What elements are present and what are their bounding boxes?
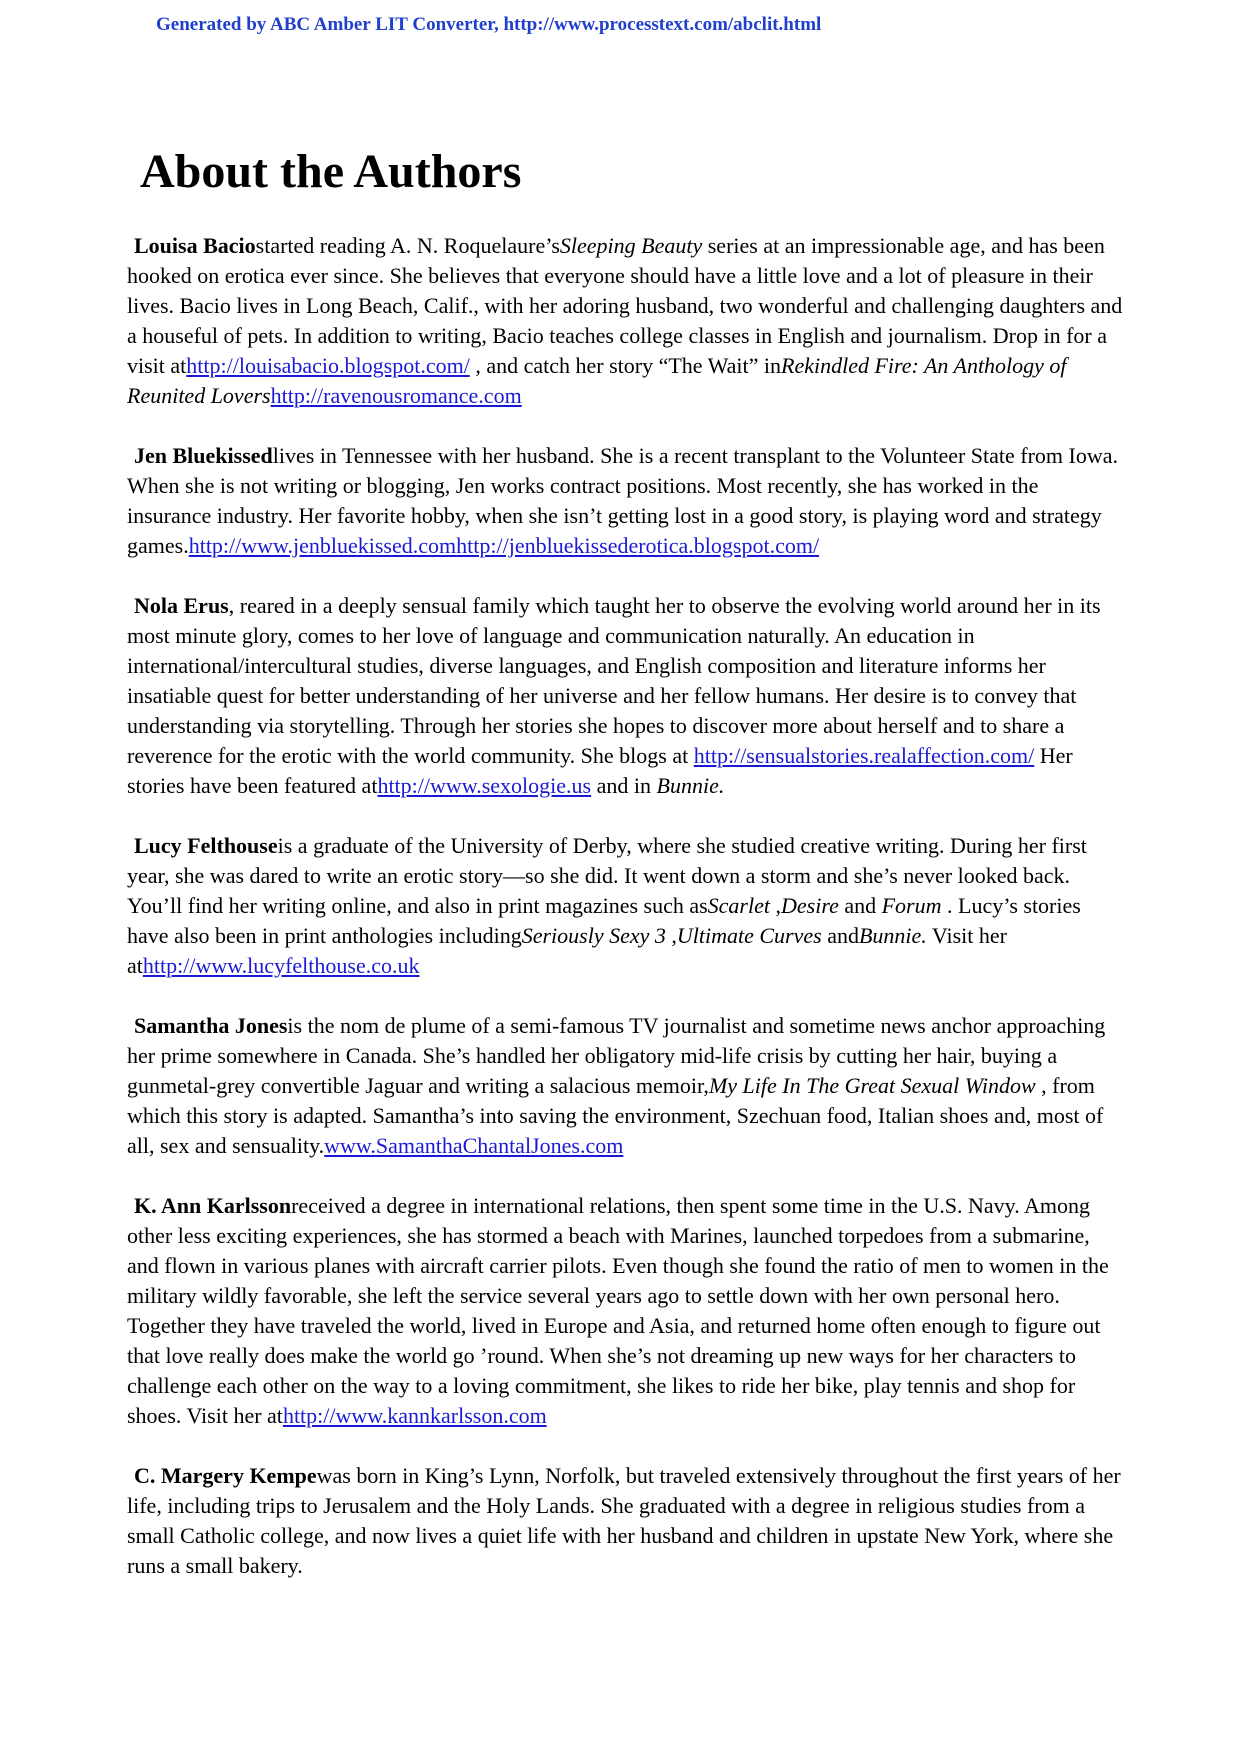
generator-banner: Generated by ABC Amber LIT Converter, http://www.processtext.com/abclit.html [156, 14, 822, 35]
author-blog-link[interactable]: http://sensualstories.realaffection.com/ [693, 743, 1035, 768]
bio-c-margery-kempe [127, 1461, 1127, 1581]
bio-samantha-jones [127, 1011, 1127, 1161]
page-title: About the Authors [140, 145, 522, 198]
bio-text: series at an impressionable age, and has been hooked on erotica ever since. She believes that everyone should have a little love and a lot of pleasure in their lives. Bacio lives in Long Beach, Calif., with her adoring husband, two wonderful and challenging daughters and a houseful of pets. In addition to writing, Bacio teaches college classes in English and journalism. Drop in for a visit at [127, 233, 1123, 378]
bio-louisa-bacio [127, 231, 1127, 411]
book-title: Seriously Sexy 3 [521, 923, 666, 948]
bio-text: and [838, 893, 882, 918]
bio-nola-erus [127, 591, 1127, 801]
author-name: Nola Erus [134, 593, 229, 618]
bio-lucy-felthouse [127, 831, 1127, 981]
author-name: Lucy Felthouse [134, 833, 278, 858]
bio-text: lives in Tennessee with her husband. She is a recent transplant to the Volunteer State from Iowa. When she is not writing or blogging, Jen works contract positions. Most recently, she has worked in the insurance industry. Her favorite hobby, when she isn’t getting lost in a good story, is playing word and strategy games. [127, 443, 1119, 558]
book-title: Rekindled Fire: An Anthology of Reunited Lovers [127, 353, 1067, 408]
author-name: C. Margery Kempe [134, 1463, 317, 1488]
author-name: Jen Bluekissed [134, 443, 273, 468]
bio-text: Visit her at [127, 923, 1007, 978]
bio-jen-bluekissed [127, 441, 1127, 561]
bio-text: Her stories have been featured at [127, 743, 1073, 798]
author-link[interactable]: http://www.jenbluekissed.com [188, 533, 457, 558]
bio-text: was born in King’s Lynn, Norfolk, but traveled extensively throughout the first years of her life, including trips to Jerusalem and the Holy Lands. She graduated with a degree in religious studies from a small Catholic college, and now lives a quiet life with her husband and children in upstate New York, where she runs a small bakery. [127, 1463, 1121, 1578]
magazine-title: Forum [881, 893, 942, 918]
book-title: My Life In The Great Sexual Window [708, 1073, 1036, 1098]
book-title: Bunnie. [858, 923, 927, 948]
author-link[interactable]: http://www.kannkarlsson.com [282, 1403, 547, 1428]
bio-text: is a graduate of the University of Derby, where she studied creative writing. During her first year, she was dared to write an erotic story—so she did. It went down a storm and she’s never looked back. You’ll find her writing online, and also in print magazines such as [127, 833, 1087, 918]
bio-text: is the nom de plume of a semi-famous TV journalist and sometime news anchor approaching her prime somewhere in Canada. She’s handled her obligatory mid-life crisis by cutting her hair, buying a gunmetal-grey convertible Jaguar and writing a salacious memoir, [127, 1013, 1106, 1098]
bio-text: started reading A. N. Roquelaure’s [255, 233, 560, 258]
bio-text: and in [591, 773, 657, 798]
publisher-link[interactable]: http://ravenousromance.com [270, 383, 522, 408]
bio-k-ann-karlsson [127, 1191, 1127, 1431]
bio-text: , [665, 923, 677, 948]
magazine-title: Scarlet [707, 893, 770, 918]
author-link[interactable]: http://louisabacio.blogspot.com/ [186, 353, 470, 378]
bio-text: , [770, 893, 781, 918]
book-title: Bunnie. [656, 773, 725, 798]
bio-text: received a degree in international relations, then spent some time in the U.S. Navy. Among other less exciting experiences, she has stormed a beach with Marines, launched torpedoes from a submarine, and flown in various planes with aircraft carrier pilots. Even though she found the ratio of men to women in the military wildly favorable, she left the service several years ago to settle down with her own personal hero. Together they have traveled the world, lived in Europe and Asia, and returned home often enough to figure out that love really does make the world go ’round. When she’s not dreaming up new ways for her characters to challenge each other on the way to a loving commitment, she likes to ride her bike, play tennis and shop for shoes. Visit her at [127, 1193, 1109, 1428]
featured-link[interactable]: http://www.sexologie.us [377, 773, 592, 798]
bio-text: and [821, 923, 859, 948]
bio-text: , and catch her story “The Wait” in [469, 353, 782, 378]
bio-text: , reared in a deeply sensual family which taught her to observe the evolving world around her in its most minute glory, comes to her love of language and communication naturally. An education in international/intercultural studies, diverse languages, and English composition and literature informs her insatiable quest for better understanding of her universe and her fellow humans. Her desire is to convey that understanding via storytelling. Through her stories she hopes to discover more about herself and to share a reverence for the erotic with the world community. She blogs at [127, 593, 1101, 768]
author-name: K. Ann Karlsson [134, 1193, 292, 1218]
author-link[interactable]: http://www.lucyfelthouse.co.uk [142, 953, 420, 978]
bio-text: . Lucy’s stories have also been in print anthologies including [127, 893, 1081, 948]
author-link[interactable]: www.SamanthaChantalJones.com [324, 1133, 624, 1158]
author-bios [127, 231, 1127, 1611]
author-name: Louisa Bacio [134, 233, 256, 258]
magazine-title: Desire [781, 893, 839, 918]
book-title: Sleeping Beauty [559, 233, 703, 258]
book-title: Ultimate Curves [676, 923, 822, 948]
bio-text: , from which this story is adapted. Samantha’s into saving the environment, Szechuan food, Italian shoes and, most of all, sex and sensuality. [127, 1073, 1104, 1158]
author-blog-link[interactable]: http://jenbluekissederotica.blogspot.com/ [456, 533, 820, 558]
author-name: Samantha Jones [134, 1013, 288, 1038]
